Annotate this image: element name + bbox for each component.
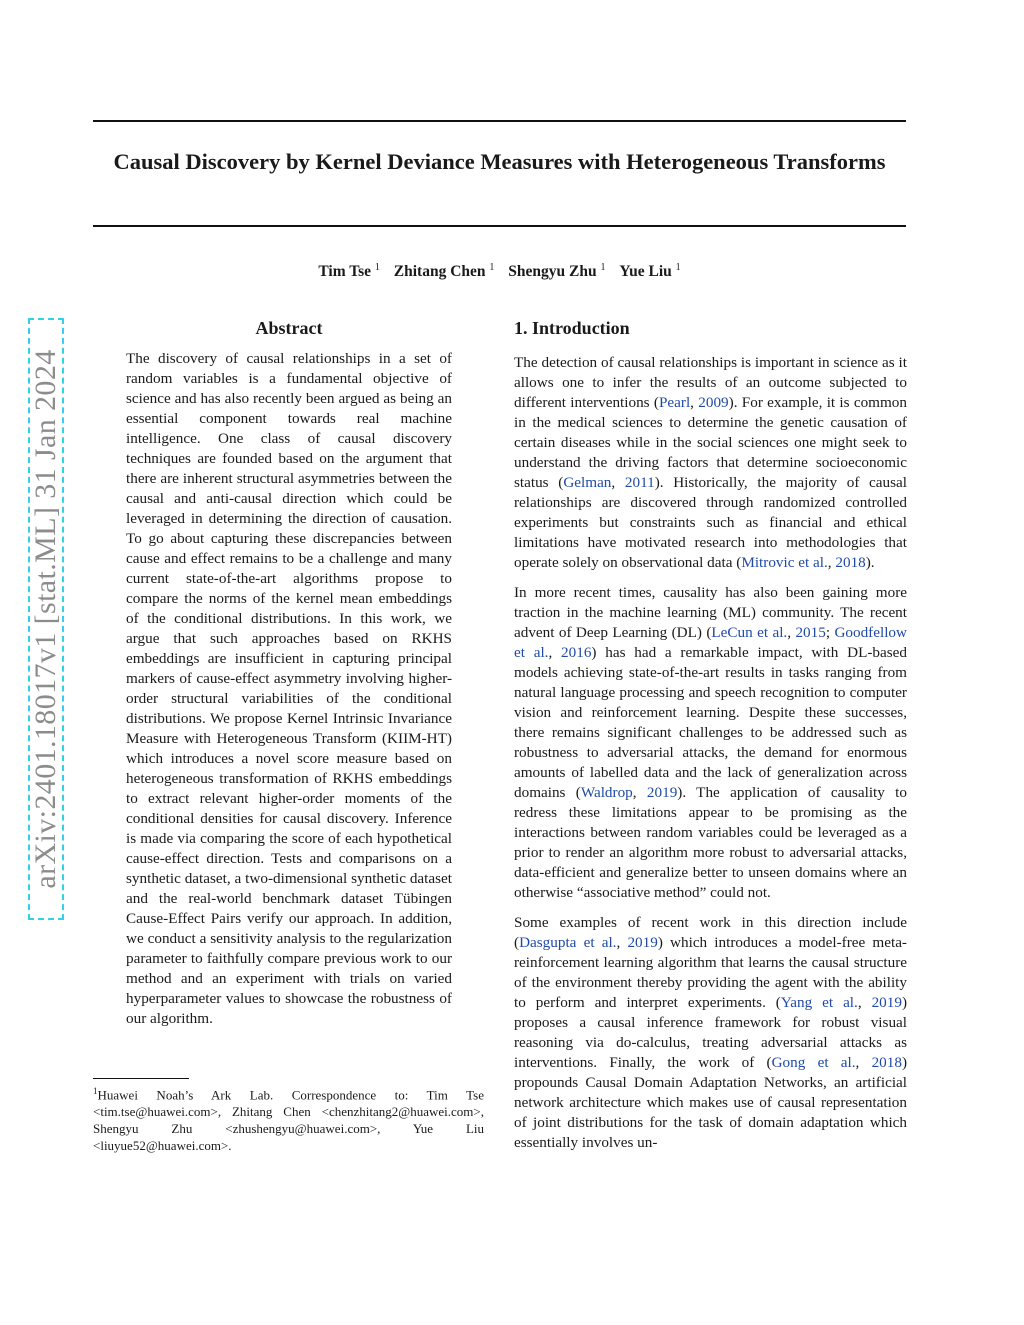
author-affiliation: 1 [600, 262, 606, 273]
citation-link[interactable]: 2011 [624, 474, 655, 491]
citation-link[interactable]: 2019 [646, 784, 678, 801]
paragraph-text: , [787, 624, 796, 641]
intro-paragraph [514, 913, 907, 1153]
citation-link[interactable]: 2018 [835, 554, 866, 571]
footnote-text: Huawei Noah’s Ark Lab. Correspondence to: Tim Tse <tim.tse@huawei.com>, Zhitang Chen <chenzhitang2@huawei.com>, Shengyu Zhu <zhushengyu@huawei.com>, Yue Liu <liuyue52@huawei.com>. [93, 1087, 484, 1154]
abstract-body: The discovery of causal relationships in a set of random variables is a fundamental objective of science and has also recently been argued as being an essential component towards real machine intelligence. One class of causal discovery techniques are founded based on the argument that there are inherent structural asymmetries between the causal and anti-causal direction which could be leveraged in determining the direction of causation. To go about capturing these discrepancies between cause and effect remains to be a challenge and many current state-of-the-art algorithms propose to compare the norms of the kernel mean embeddings of the conditional distributions. In this work, we argue that such approaches based on RKHS embeddings are insufficient in capturing principal markers of cause-effect asymmetry involving higher-order structural variabilities of the conditional distributions. We propose Kernel Intrinsic Invariance Measure with Heterogeneous Transform (KIIM-HT) which introduces a novel score measure based on heterogeneous transformation of RKHS embeddings to extract relevant higher-order moments of the conditional densities for causal discovery. Inference is made via comparing the score of each hypothetical cause-effect direction. Tests and comparisons on a synthetic dataset, a two-dimensional synthetic dataset and the real-world benchmark dataset Tübingen Cause-Effect Pairs verify our approach. In addition, we conduct a sensitivity analysis to the regularization parameter to faithfully compare previous work to our method and an experiment with trials on varied hyperparameter values to showcase the robustness of our algorithm. [126, 350, 452, 1027]
introduction-heading: 1. Introduction [514, 318, 630, 338]
author [318, 263, 380, 280]
paper-title: Causal Discovery by Kernel Deviance Measures with Heterogeneous Transforms [113, 149, 886, 174]
paragraph-text: ). The application of causality to redress these limitations appear to be promising as the interactions between random variables could be leveraged as a prior to render an algorithm more robust to adversarial attacks, data-efficient and generalize better to unseen domains where an otherwise “associative method” could not. [514, 784, 908, 901]
citation-link[interactable]: Goodfellow et al. [514, 624, 907, 661]
author-list [93, 262, 906, 281]
citation-link[interactable]: 2019 [627, 934, 658, 951]
citation-link[interactable]: 2009 [698, 394, 729, 411]
introduction-body [514, 353, 907, 1163]
citation-link[interactable]: Mitrovic et al. [741, 554, 828, 571]
paragraph-text: ). For example, it is common in the medical sciences to determine the genetic causation of certain diseases while in the social sciences one might seek to understand the driving factors that determine socioeconomic status ( [514, 394, 907, 491]
paragraph-text: ) has had a remarkable impact, with DL-based models achieving state-of-the-art results in tasks ranging from natural language processing and speech recognition to computer vision and reinforcement learning. Despite these successes, there remains significant challenges to be addressed such as robustness to adversarial attacks, the demand for enormous amounts of labelled data and the lack of generalization across domains ( [514, 644, 908, 801]
paragraph-text: ; [825, 624, 835, 641]
author-affiliation: 1 [374, 262, 380, 273]
paragraph-text: In more recent times, causality has also been gaining more traction in the machine learning (ML) community. The recent advent of Deep Learning (DL) ( [514, 584, 907, 641]
author [394, 263, 495, 280]
arxiv-identifier[interactable]: arXiv:2401.18017v1 [stat.ML] 31 Jan 2024 [29, 349, 62, 889]
citation-link[interactable]: Waldrop [580, 784, 633, 801]
paragraph-text: , [632, 784, 647, 801]
citation-link[interactable]: Gelman [563, 474, 612, 491]
author-affiliation: 1 [489, 262, 495, 273]
citation-link[interactable]: Pearl [658, 394, 691, 411]
author-name: Yue Liu [619, 263, 672, 281]
paragraph-text: , [616, 934, 628, 951]
citation-link[interactable]: Dasgupta et al. [519, 934, 617, 951]
author-name: Zhitang Chen [393, 263, 486, 281]
paragraph-text: , [548, 644, 562, 661]
citation-link[interactable]: Yang et al. [780, 994, 858, 1011]
citation-link[interactable]: LeCun et al. [711, 624, 788, 641]
title-rule-top [93, 120, 906, 122]
affiliation-footnote [93, 1083, 484, 1154]
author [619, 263, 680, 280]
author-name: Tim Tse [318, 263, 372, 281]
paragraph-text: The detection of causal relationships is important in science as it allows one to infer the results of an outcome subjected to different interventions ( [514, 354, 907, 411]
paragraph-text: , [690, 394, 699, 411]
paragraph-text: , [827, 554, 836, 571]
paragraph-text: ). Historically, the majority of causal relationships are discovered through randomized controlled experiments but constraints such as financial and ethical limitations have motivated research into methodologies that operate solely on observational data ( [514, 474, 908, 571]
paragraph-text: , [855, 1054, 872, 1071]
paragraph-text: ). [865, 554, 875, 571]
paragraph-text: Some examples of recent work in this direction include ( [514, 914, 907, 951]
citation-link[interactable]: 2019 [871, 994, 902, 1011]
citation-link[interactable]: Gong et al. [771, 1054, 856, 1071]
paragraph-text: , [857, 994, 872, 1011]
paragraph-text: ) which introduces a model-free meta-reinforcement learning algorithm that learns the causal structure of the environment thereby providing the agent with the ability to perform and interpret experiments. ( [514, 934, 907, 1011]
citation-link[interactable]: 2015 [795, 624, 826, 641]
footnote-marker: 1 [93, 1086, 98, 1096]
author-name: Shengyu Zhu [508, 263, 597, 281]
paragraph-text: ) proposes a causal inference framework for robust visual reasoning via do-calculus, treating adversarial attacks as interventions. Finally, the work of ( [514, 994, 907, 1071]
paragraph-text: ) propounds Causal Domain Adaptation Networks, an artificial network architecture which makes use of causal representation of joint distributions for the task of domain adaptation which essentially involves un- [514, 1054, 907, 1151]
abstract-heading: Abstract [255, 318, 323, 338]
paragraph-text: , [611, 474, 625, 491]
citation-link[interactable]: 2016 [561, 644, 592, 661]
author-affiliation: 1 [675, 262, 681, 273]
author [508, 263, 605, 280]
citation-link[interactable]: 2018 [871, 1054, 902, 1071]
footnote-rule [93, 1078, 189, 1079]
intro-paragraph [514, 583, 907, 903]
intro-paragraph [514, 353, 907, 573]
title-rule-bottom [93, 225, 906, 227]
